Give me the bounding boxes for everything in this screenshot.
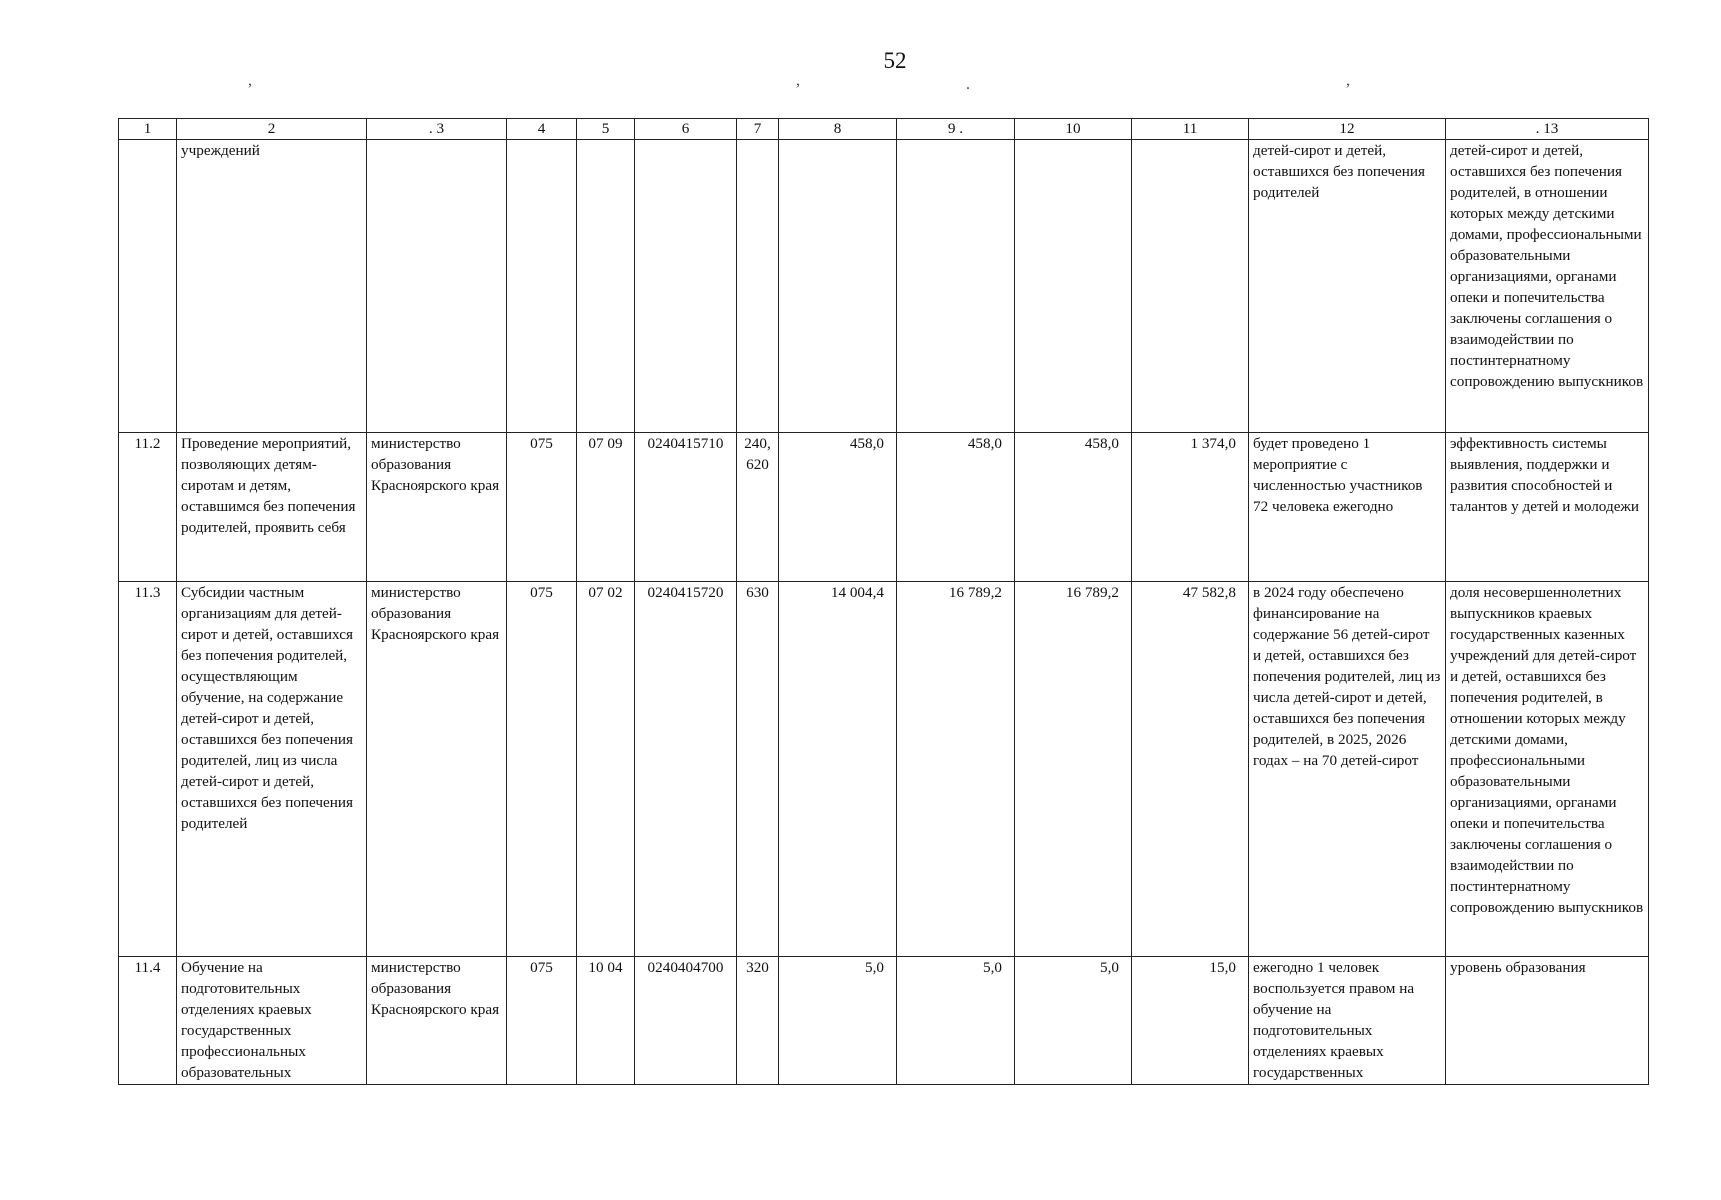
- table-row: [119, 140, 1649, 433]
- target-article-code: [635, 140, 737, 433]
- amount-2024: [779, 140, 897, 433]
- executor: [367, 140, 507, 433]
- amount-total: 47 582,8: [1132, 582, 1249, 957]
- section-code: [577, 140, 635, 433]
- target-article-code: 0240404700: [635, 957, 737, 1085]
- table-row: [119, 957, 1649, 1085]
- amount-2025: 458,0: [897, 433, 1015, 582]
- expense-type-code: [737, 140, 779, 433]
- row-number: 11.2: [119, 433, 177, 582]
- column-number: . 13: [1446, 119, 1649, 140]
- amount-2026: 5,0: [1015, 957, 1132, 1085]
- table-row: [119, 582, 1649, 957]
- amount-2026: 458,0: [1015, 433, 1132, 582]
- expected-result: в 2024 году обеспечено финансирование на содержание 56 детей-сирот и детей, оставшихся без попечения родителей, лиц из числа детей-сирот и детей, оставшихся без попечения родителей, в 2025, 2026 годах – на 70 детей-сирот: [1249, 582, 1446, 957]
- section-code: 10 04: [577, 957, 635, 1085]
- indicator: уровень образования: [1446, 957, 1649, 1085]
- executor: министерство образования Красноярского края: [367, 582, 507, 957]
- amount-2025: 5,0: [897, 957, 1015, 1085]
- amount-2026: 16 789,2: [1015, 582, 1132, 957]
- indicator: эффективность системы выявления, поддержки и развития способностей и талантов у детей и молодежи: [1446, 433, 1649, 582]
- column-number: 9 .: [897, 119, 1015, 140]
- amount-2024: 5,0: [779, 957, 897, 1085]
- page-number: 52: [883, 48, 907, 73]
- amount-2024: 458,0: [779, 433, 897, 582]
- column-number: 5: [577, 119, 635, 140]
- measure-name: Обучение на подготовительных отделениях краевых государственных профессиональных образовательных: [177, 957, 367, 1085]
- row-number: 11.3: [119, 582, 177, 957]
- target-article-code: 0240415720: [635, 582, 737, 957]
- amount-2024: 14 004,4: [779, 582, 897, 957]
- amount-total: 1 374,0: [1132, 433, 1249, 582]
- expected-result: ежегодно 1 человек воспользуется правом на обучение на подготовительных отделениях краевых государственных: [1249, 957, 1446, 1085]
- expense-type-code: 320: [737, 957, 779, 1085]
- amount-total: [1132, 140, 1249, 433]
- column-number: 7: [737, 119, 779, 140]
- amount-2026: [1015, 140, 1132, 433]
- column-number: 1: [119, 119, 177, 140]
- row-number: [119, 140, 177, 433]
- expense-type-code: 240, 620: [737, 433, 779, 582]
- section-code: 07 09: [577, 433, 635, 582]
- measure-name: Субсидии частным организациям для детей-сирот и детей, оставшихся без попечения родителей, осуществляющим обучение, на содержание детей-сирот и детей, оставшихся без попечения родителей, лиц из числа детей-сирот и детей, оставшихся без попечения родителей: [177, 582, 367, 957]
- column-number: 12: [1249, 119, 1446, 140]
- column-number: 10: [1015, 119, 1132, 140]
- budget-table: [118, 118, 1649, 1085]
- executor: министерство образования Красноярского края: [367, 957, 507, 1085]
- column-number: 6: [635, 119, 737, 140]
- expected-result: будет проведено 1 мероприятие с численностью участников 72 человека ежегодно: [1249, 433, 1446, 582]
- amount-total: 15,0: [1132, 957, 1249, 1085]
- column-number: 4: [507, 119, 577, 140]
- scan-artifacts: , , . ,: [248, 72, 1350, 93]
- grbs-code: 075: [507, 582, 577, 957]
- grbs-code: 075: [507, 433, 577, 582]
- column-number-row: [119, 119, 1649, 140]
- measure-name: Проведение мероприятий, позволяющих детям-сиротам и детям, оставшимся без попечения родителей, проявить себя: [177, 433, 367, 582]
- column-number: . 3: [367, 119, 507, 140]
- row-number: 11.4: [119, 957, 177, 1085]
- amount-2025: 16 789,2: [897, 582, 1015, 957]
- table-row: [119, 433, 1649, 582]
- indicator: доля несовершеннолетних выпускников краевых государственных казенных учреждений для детей-сирот и детей, оставшихся без попечения родителей, в отношении которых между детскими домами, профессиональными образовательными организациями, органами опеки и попечительства заключены соглашения о взаимодействии по постинтернатному сопровождению выпускников: [1446, 582, 1649, 957]
- column-number: 2: [177, 119, 367, 140]
- grbs-code: 075: [507, 957, 577, 1085]
- indicator: детей-сирот и детей, оставшихся без попечения родителей, в отношении которых между детскими домами, профессиональными образовательными организациями, органами опеки и попечительства заключены соглашения о взаимодействии по постинтернатному сопровождению выпускников: [1446, 140, 1649, 433]
- column-number: 8: [779, 119, 897, 140]
- target-article-code: 0240415710: [635, 433, 737, 582]
- amount-2025: [897, 140, 1015, 433]
- grbs-code: [507, 140, 577, 433]
- column-number: 11: [1132, 119, 1249, 140]
- executor: министерство образования Красноярского края: [367, 433, 507, 582]
- section-code: 07 02: [577, 582, 635, 957]
- expense-type-code: 630: [737, 582, 779, 957]
- measure-name: учреждений: [177, 140, 367, 433]
- expected-result: детей-сирот и детей, оставшихся без попечения родителей: [1249, 140, 1446, 433]
